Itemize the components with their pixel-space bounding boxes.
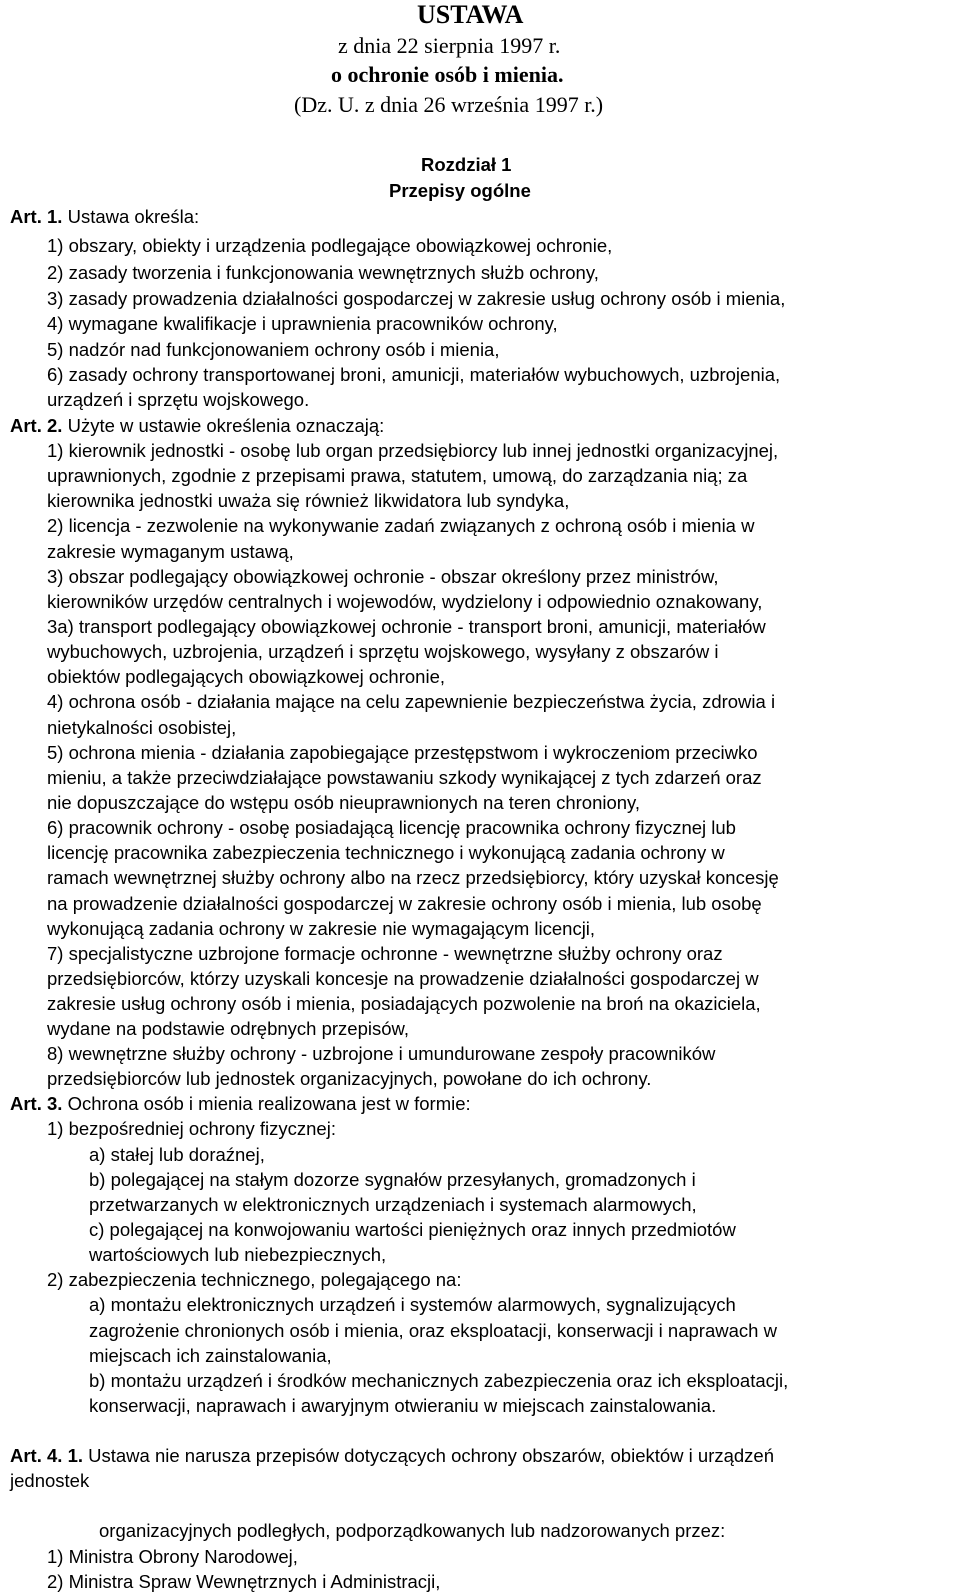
art1-item: 4) wymagane kwalifikacje i uprawnienia pracowników ochrony, [47, 313, 558, 334]
art2-line: 6) pracownik ochrony - osobę posiadającą licencję pracownika ochrony fizycznej lub [47, 817, 736, 838]
act-subject: o ochronie osób i mienia. [331, 62, 564, 87]
art2-line: ramach wewnętrznej służby ochrony albo na rzecz przedsiębiorcy, który uzyskał koncesję [47, 867, 779, 888]
art2-line: na prowadzenie działalności gospodarczej w zakresie ochrony osób i mienia, lub osobę [47, 893, 762, 914]
act-date: z dnia 22 sierpnia 1997 r. [338, 33, 561, 58]
art2-line: wydane na podstawie odrębnych przepisów, [47, 1018, 410, 1039]
art2-line: przedsiębiorców, którzy uzyskali koncesje na prowadzenie działalności gospodarczej w [47, 968, 759, 989]
art2-line: 4) ochrona osób - działania mające na celu zapewnienie bezpieczeństwa życia, zdrowia i [47, 691, 776, 712]
art3-subitem: a) stałej lub doraźnej, [89, 1144, 265, 1165]
art2-line: nie dopuszczające do wstępu osób nieuprawnionych na teren chroniony, [47, 792, 641, 813]
art1-intro: Ustawa określa: [62, 206, 200, 227]
art1-item: 3) zasady prowadzenia działalności gospodarczej w zakresie usług ochrony osób i mienia, [47, 288, 786, 309]
art1-item: 2) zasady tworzenia i funkcjonowania wewnętrznych służb ochrony, [47, 262, 599, 283]
art4-intro: Ustawa nie narusza przepisów dotyczących ochrony obszarów, obiektów i urządzeń [83, 1445, 775, 1466]
art3-subitem: wartościowych lub niebezpiecznych, [89, 1244, 387, 1265]
art2-line: 5) ochrona mienia - działania zapobiegające przestępstwom i wykroczeniom przeciwko [47, 742, 758, 763]
art4-item: 1) Ministra Obrony Narodowej, [47, 1546, 298, 1567]
art4-heading [10, 1447, 774, 1466]
art2-intro: Użyte w ustawie określenia oznaczają: [62, 415, 385, 436]
art3-subitem: b) montażu urządzeń i środków mechanicznych zabezpieczenia oraz ich eksploatacji, [89, 1370, 789, 1391]
art2-line: obiektów podlegających obowiązkowej ochronie, [47, 666, 445, 687]
art3-heading [10, 1095, 471, 1114]
art2-line: kierowników urzędów centralnych i wojewodów, wydzielony i odpowiednio oznakowany, [47, 591, 763, 612]
chapter-number: Rozdział 1 [421, 154, 512, 175]
art3-subitem: miejscach ich zainstalowania, [89, 1345, 332, 1366]
art2-line: 8) wewnętrzne służby ochrony - uzbrojone i umundurowane zespoły pracowników [47, 1043, 716, 1064]
art4-item: 2) Ministra Spraw Wewnętrznych i Administracji, [47, 1571, 441, 1592]
art3-subitem: zagrożenie chronionych osób i mienia, oraz eksploatacji, konserwacji i naprawach w [89, 1320, 777, 1341]
art3-subitem: a) montażu elektronicznych urządzeń i systemów alarmowych, sygnalizujących [89, 1294, 736, 1315]
art2-line: 1) kierownik jednostki - osobę lub organ przedsiębiorcy lub innej jednostki organizacyjnej, [47, 440, 779, 461]
art2-line: zakresie wymaganym ustawą, [47, 541, 294, 562]
act-title: USTAWA [417, 0, 524, 29]
art3-intro: Ochrona osób i mienia realizowana jest w formie: [62, 1093, 471, 1114]
art2-line: zakresie usług ochrony osób i mienia, posiadających pozwolenie na broń na okaziciela, [47, 993, 761, 1014]
art1-item: urządzeń i sprzętu wojskowego. [47, 389, 310, 410]
art1-item: 1) obszary, obiekty i urządzenia podlegające obowiązkowej ochronie, [47, 235, 613, 256]
art2-line: licencję pracownika zabezpieczenia technicznego i wykonującą zadania ochrony w [47, 842, 725, 863]
art2-line: 7) specjalistyczne uzbrojone formacje ochronne - wewnętrzne służby ochrony oraz [47, 943, 723, 964]
art3-subitem: b) polegającej na stałym dozorze sygnałów przesyłanych, gromadzonych i [89, 1169, 696, 1190]
act-publication: (Dz. U. z dnia 26 września 1997 r.) [294, 92, 604, 117]
art4-label: Art. 4. 1. [10, 1445, 83, 1466]
art2-line: 3) obszar podlegający obowiązkowej ochronie - obszar określony przez ministrów, [47, 566, 719, 587]
art2-line: wykonującą zadania ochrony w zakresie nie wymagającym licencji, [47, 918, 596, 939]
art1-heading [10, 208, 199, 227]
art3-item: 1) bezpośredniej ochrony fizycznej: [47, 1118, 336, 1139]
art3-label: Art. 3. [10, 1093, 63, 1114]
art1-item: 5) nadzór nad funkcjonowaniem ochrony osób i mienia, [47, 339, 500, 360]
art2-line: przedsiębiorców lub jednostek organizacyjnych, powołane do ich ochrony. [47, 1068, 652, 1089]
art1-item: 6) zasady ochrony transportowanej broni, amunicji, materiałów wybuchowych, uzbrojenia, [47, 364, 781, 385]
art3-subitem: przetwarzanych w elektronicznych urządzeniach i systemach alarmowych, [89, 1194, 697, 1215]
art2-line: nietykalności osobistej, [47, 717, 237, 738]
art3-subitem: c) polegającej na konwojowaniu wartości pieniężnych oraz innych przedmiotów [89, 1219, 736, 1240]
art1-label: Art. 1. [10, 206, 63, 227]
art4-intro-wrap: jednostek [10, 1470, 90, 1491]
art2-label: Art. 2. [10, 415, 63, 436]
art2-line: 2) licencja - zezwolenie na wykonywanie zadań związanych z ochroną osób i mienia w [47, 515, 755, 536]
art3-subitem: konserwacji, naprawach i awaryjnym otwieraniu w miejscach zainstalowania. [89, 1395, 717, 1416]
art4-line2: organizacyjnych podległych, podporządkowanych lub nadzorowanych przez: [99, 1520, 726, 1541]
art2-line: mieniu, a także przeciwdziałające powstawaniu szkody wynikającej z tych zdarzeń oraz [47, 767, 762, 788]
art2-line: wybuchowych, uzbrojenia, urządzeń i sprzętu wojskowego, wysyłany z obszarów i [47, 641, 719, 662]
art2-line: uprawnionych, zgodnie z przepisami prawa, statutem, umową, do zarządzania nią; za [47, 465, 748, 486]
art2-line: kierownika jednostki uważa się również likwidatora lub syndyka, [47, 490, 570, 511]
chapter-name: Przepisy ogólne [389, 180, 531, 201]
art2-line: 3a) transport podlegający obowiązkowej ochronie - transport broni, amunicji, materiałów [47, 616, 766, 637]
art2-heading [10, 417, 384, 436]
art3-item: 2) zabezpieczenia technicznego, polegającego na: [47, 1269, 462, 1290]
